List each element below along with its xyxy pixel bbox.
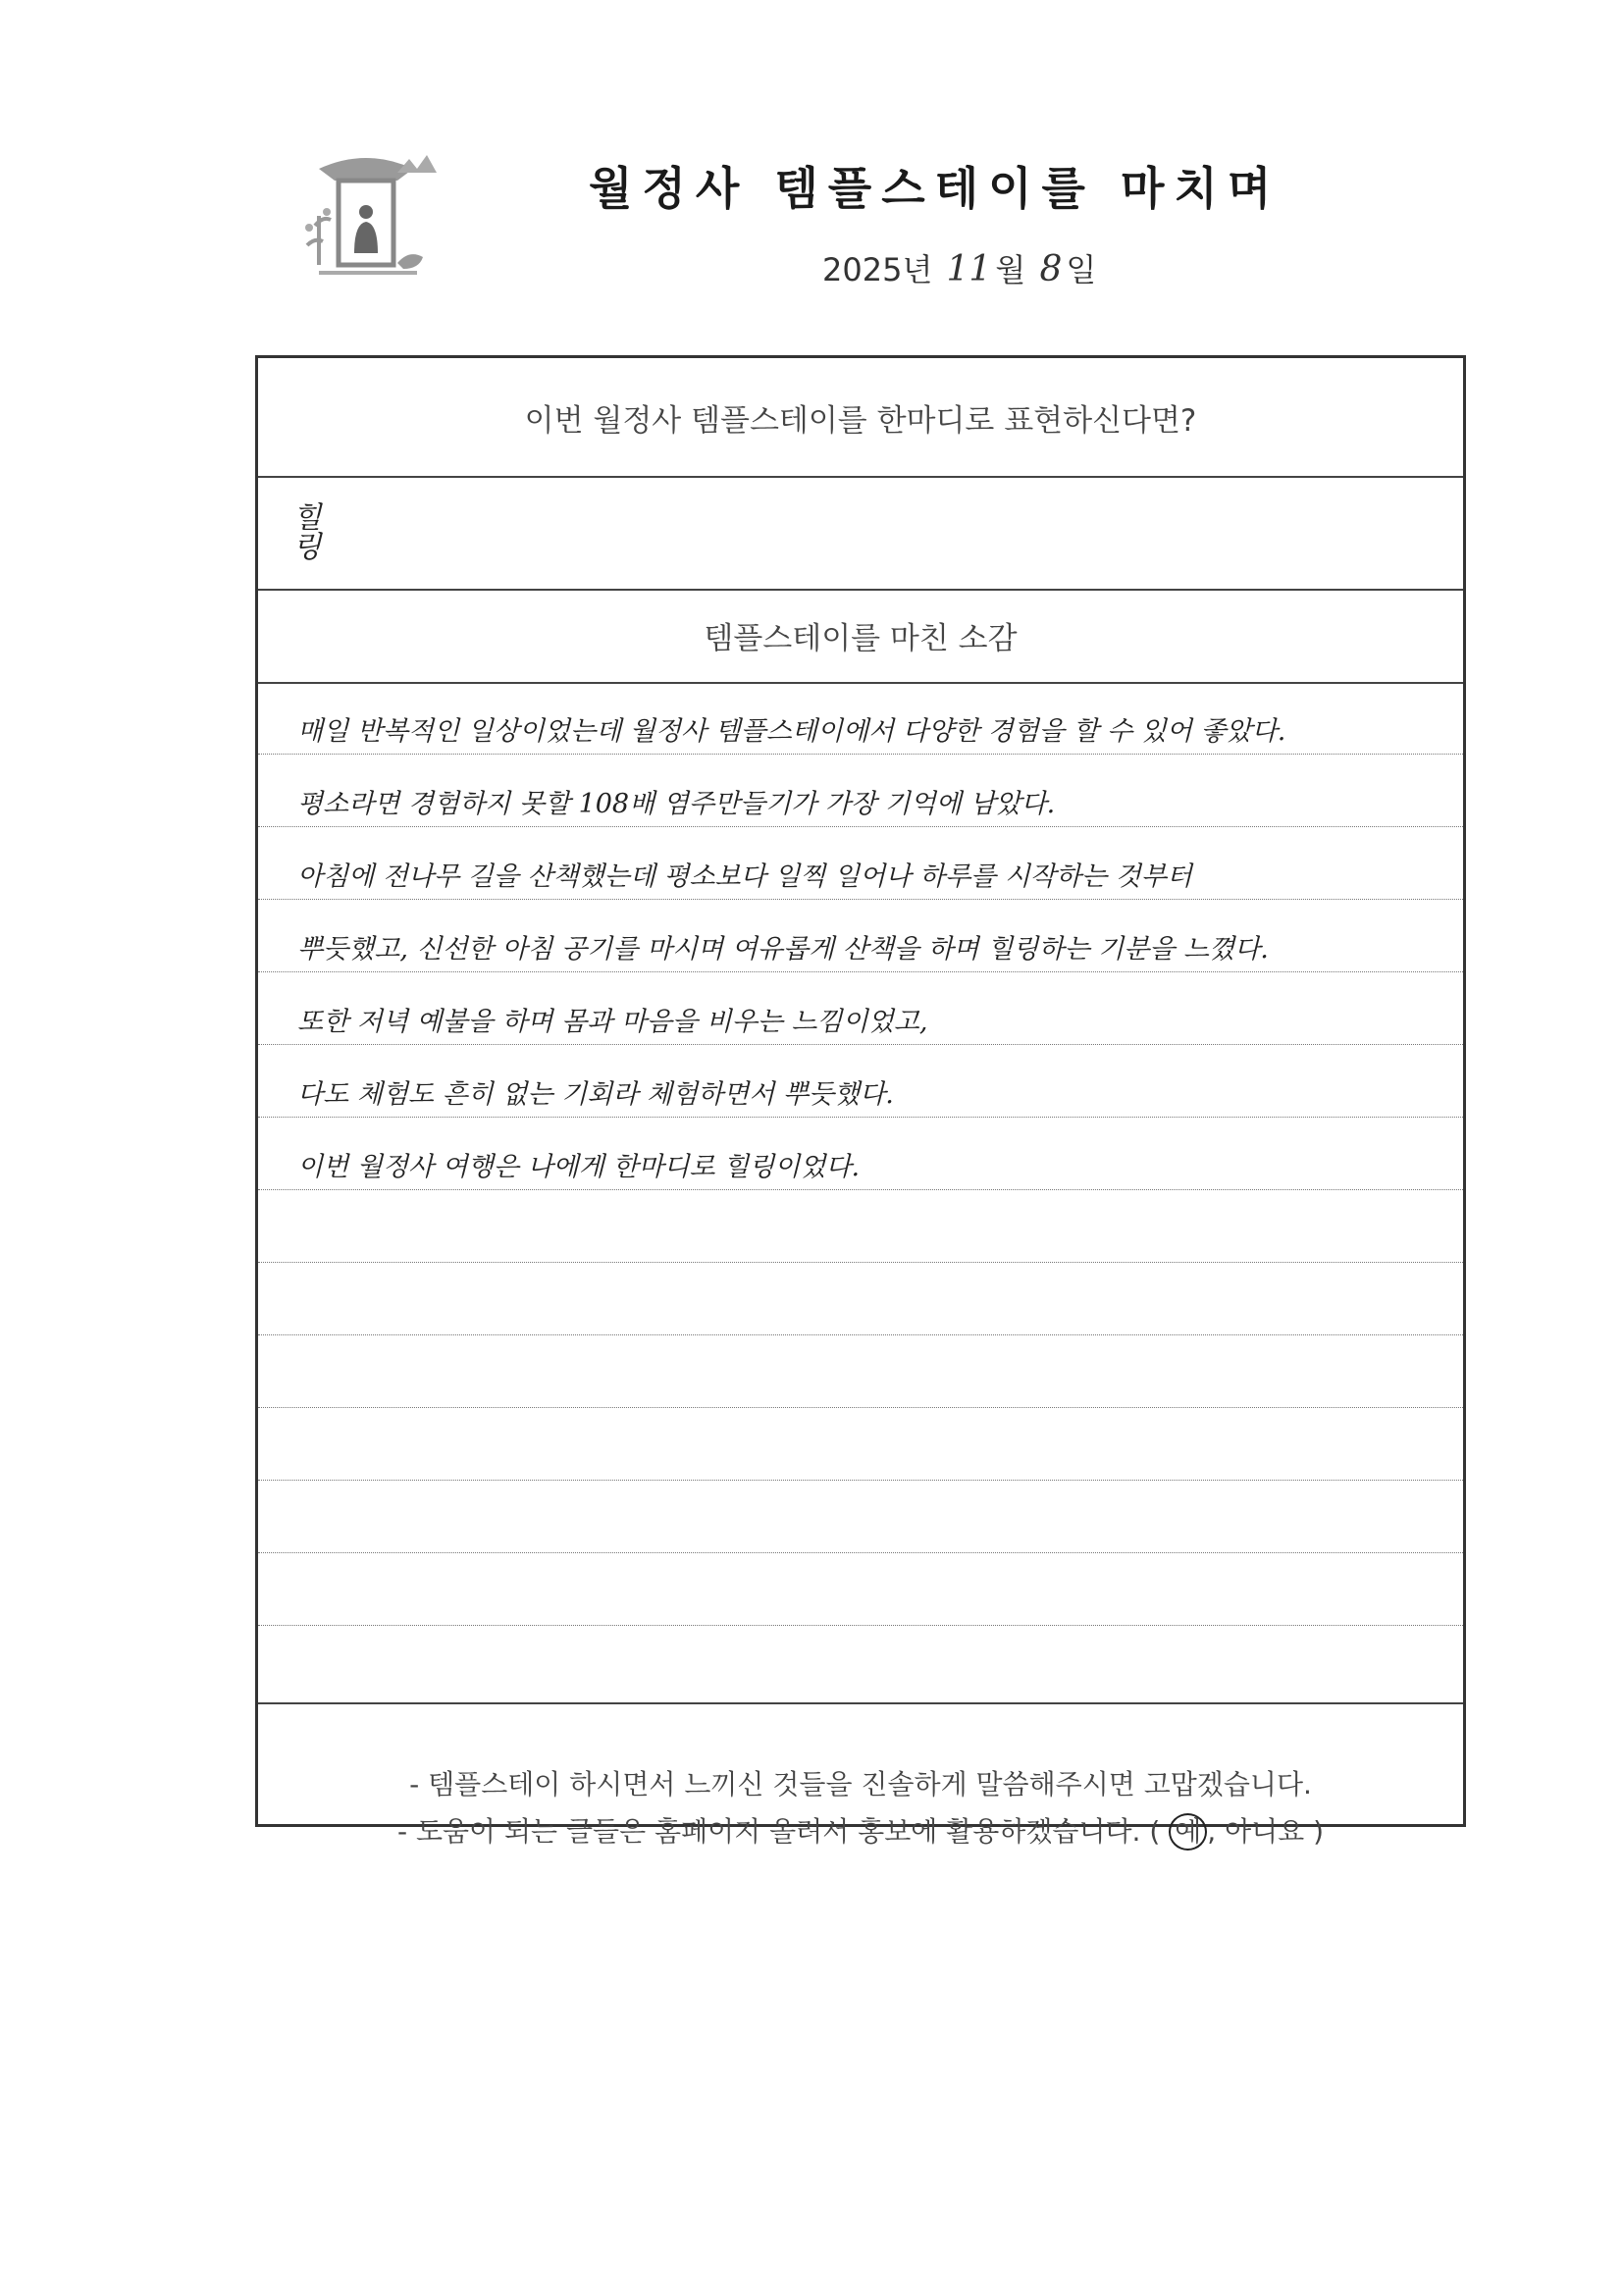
response-line: 평소라면 경험하지 못할 108배 염주만들기가 가장 기억에 남았다. xyxy=(258,755,1463,827)
response-line xyxy=(258,1335,1463,1408)
response-line: 아침에 전나무 길을 산책했는데 평소보다 일찍 일어나 하루를 시작하는 것부터 xyxy=(258,827,1463,900)
feedback-form xyxy=(255,355,1466,1848)
answer-one-area[interactable] xyxy=(258,476,1463,591)
option-yes-selected[interactable]: 예 xyxy=(1169,1813,1207,1851)
date-month: 11 xyxy=(946,249,992,289)
option-separator: , xyxy=(1207,1815,1217,1848)
response-line xyxy=(258,1190,1463,1263)
page-title: 월정사 템플스테이를 마치며 xyxy=(589,162,1282,215)
option-no[interactable]: 아니요 xyxy=(1225,1815,1305,1848)
note-two-prefix: - 도움이 되는 글들은 홈페이지 올려서 홍보에 활용하겠습니다. ( xyxy=(396,1815,1161,1848)
response-line: 매일 반복적인 일상이었는데 월정사 템플스테이에서 다양한 경험을 할 수 있어 좋았다. xyxy=(258,682,1463,755)
date-day: 8 xyxy=(1039,249,1063,289)
date-day-suffix: 일 xyxy=(1066,251,1097,288)
footer-notes xyxy=(258,1702,1463,1848)
response-lines[interactable] xyxy=(258,682,1463,1702)
date-line xyxy=(822,245,1096,290)
question-two: 템플스테이를 마친 소감 xyxy=(258,589,1463,684)
response-line: 다도 체험도 흔히 없는 기회라 체험하면서 뿌듯했다. xyxy=(258,1045,1463,1118)
date-month-suffix: 월 xyxy=(995,251,1026,288)
response-line xyxy=(258,1553,1463,1626)
temple-logo-icon xyxy=(280,147,451,285)
response-line: 뿌듯했고, 신선한 아침 공기를 마시며 여유롭게 산책을 하며 힐링하는 기분을 느꼈다. xyxy=(258,900,1463,972)
response-line xyxy=(258,1481,1463,1553)
date-year-suffix: 년 xyxy=(902,251,933,288)
response-line xyxy=(258,1408,1463,1481)
response-line: 또한 저녁 예불을 하며 몸과 마음을 비우는 느낌이었고, xyxy=(258,972,1463,1045)
response-line: 이번 월정사 여행은 나에게 한마디로 힐링이었다. xyxy=(258,1118,1463,1190)
date-year: 2025 xyxy=(822,251,903,288)
response-line xyxy=(258,1263,1463,1335)
footer-note-one: - 템플스테이 하시면서 느끼신 것들을 진솔하게 말씀해주시면 고맙겠습니다. xyxy=(409,1768,1312,1800)
answer-one-text: 힐링 xyxy=(287,501,321,560)
response-line xyxy=(258,1626,1463,1698)
footer-note-two xyxy=(258,1810,1463,1851)
question-one: 이번 월정사 템플스테이를 한마디로 표현하신다면? xyxy=(258,358,1463,478)
note-two-suffix: ) xyxy=(1313,1815,1325,1848)
